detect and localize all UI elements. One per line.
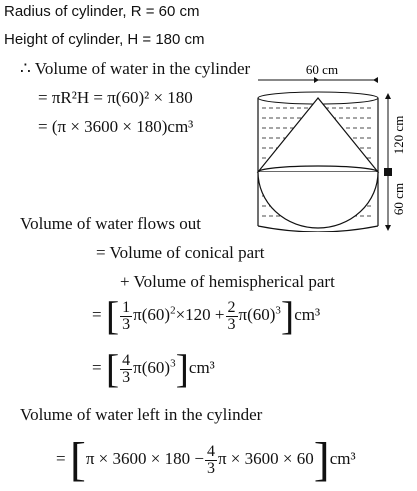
flows-out-equation2: = [ $\frac{4}{3}$ $\pi(60)^3]cm^3$ [92, 346, 215, 391]
height-statement: Height of cylinder, H = 180 cm [4, 31, 205, 48]
cylinder-figure [252, 62, 412, 232]
radius-statement: Radius of cylinder, R = 60 cm [4, 3, 200, 20]
water-left-heading: Volume of water left in the cylinder [20, 405, 263, 424]
top-dimension-label: 60 cm [305, 62, 339, 77]
flows-out-equation1: = [ $\frac{1}{3}$ $\pi(60)^2\times 120$ + $\frac{2}{3}$ $\pi(60)^3]cm^3$ [92, 293, 321, 338]
cone-shape [258, 98, 378, 172]
junction-marker [384, 168, 392, 176]
upper-height-label: 120 cm [391, 115, 406, 155]
up-arrow-icon [385, 93, 391, 99]
fraction: $\frac{4}{3}$ [206, 442, 215, 477]
volume-in-cylinder-heading: ∴ Volume of water in the cylinder [20, 59, 251, 78]
fraction: $\frac{1}{3}$ [122, 298, 131, 333]
water-left-equation: = [π × 3600 × 180 − $\frac{4}{3}$ π × 3600 × 60]cm³ [56, 433, 356, 486]
flows-out-line1: = Volume of conical part [96, 243, 265, 262]
water-flows-out-heading: Volume of water flows out [20, 214, 201, 233]
volume-in-cylinder-line2: = (π × 3600 × 180)cm³ [38, 117, 194, 136]
down-arrow-icon [385, 225, 391, 231]
flows-out-line2: + Volume of hemispherical part [120, 272, 335, 291]
fraction: $\frac{4}{3}$ [122, 351, 131, 386]
fraction: $\frac{2}{3}$ [227, 298, 236, 333]
volume-in-cylinder-line1: = πR²H = π(60)² × 180 [38, 88, 193, 107]
top-arrow-icon [373, 77, 378, 83]
top-arrow-icon [314, 77, 319, 83]
lower-height-label: 60 cm [391, 182, 406, 216]
hemisphere-shape [258, 172, 378, 228]
